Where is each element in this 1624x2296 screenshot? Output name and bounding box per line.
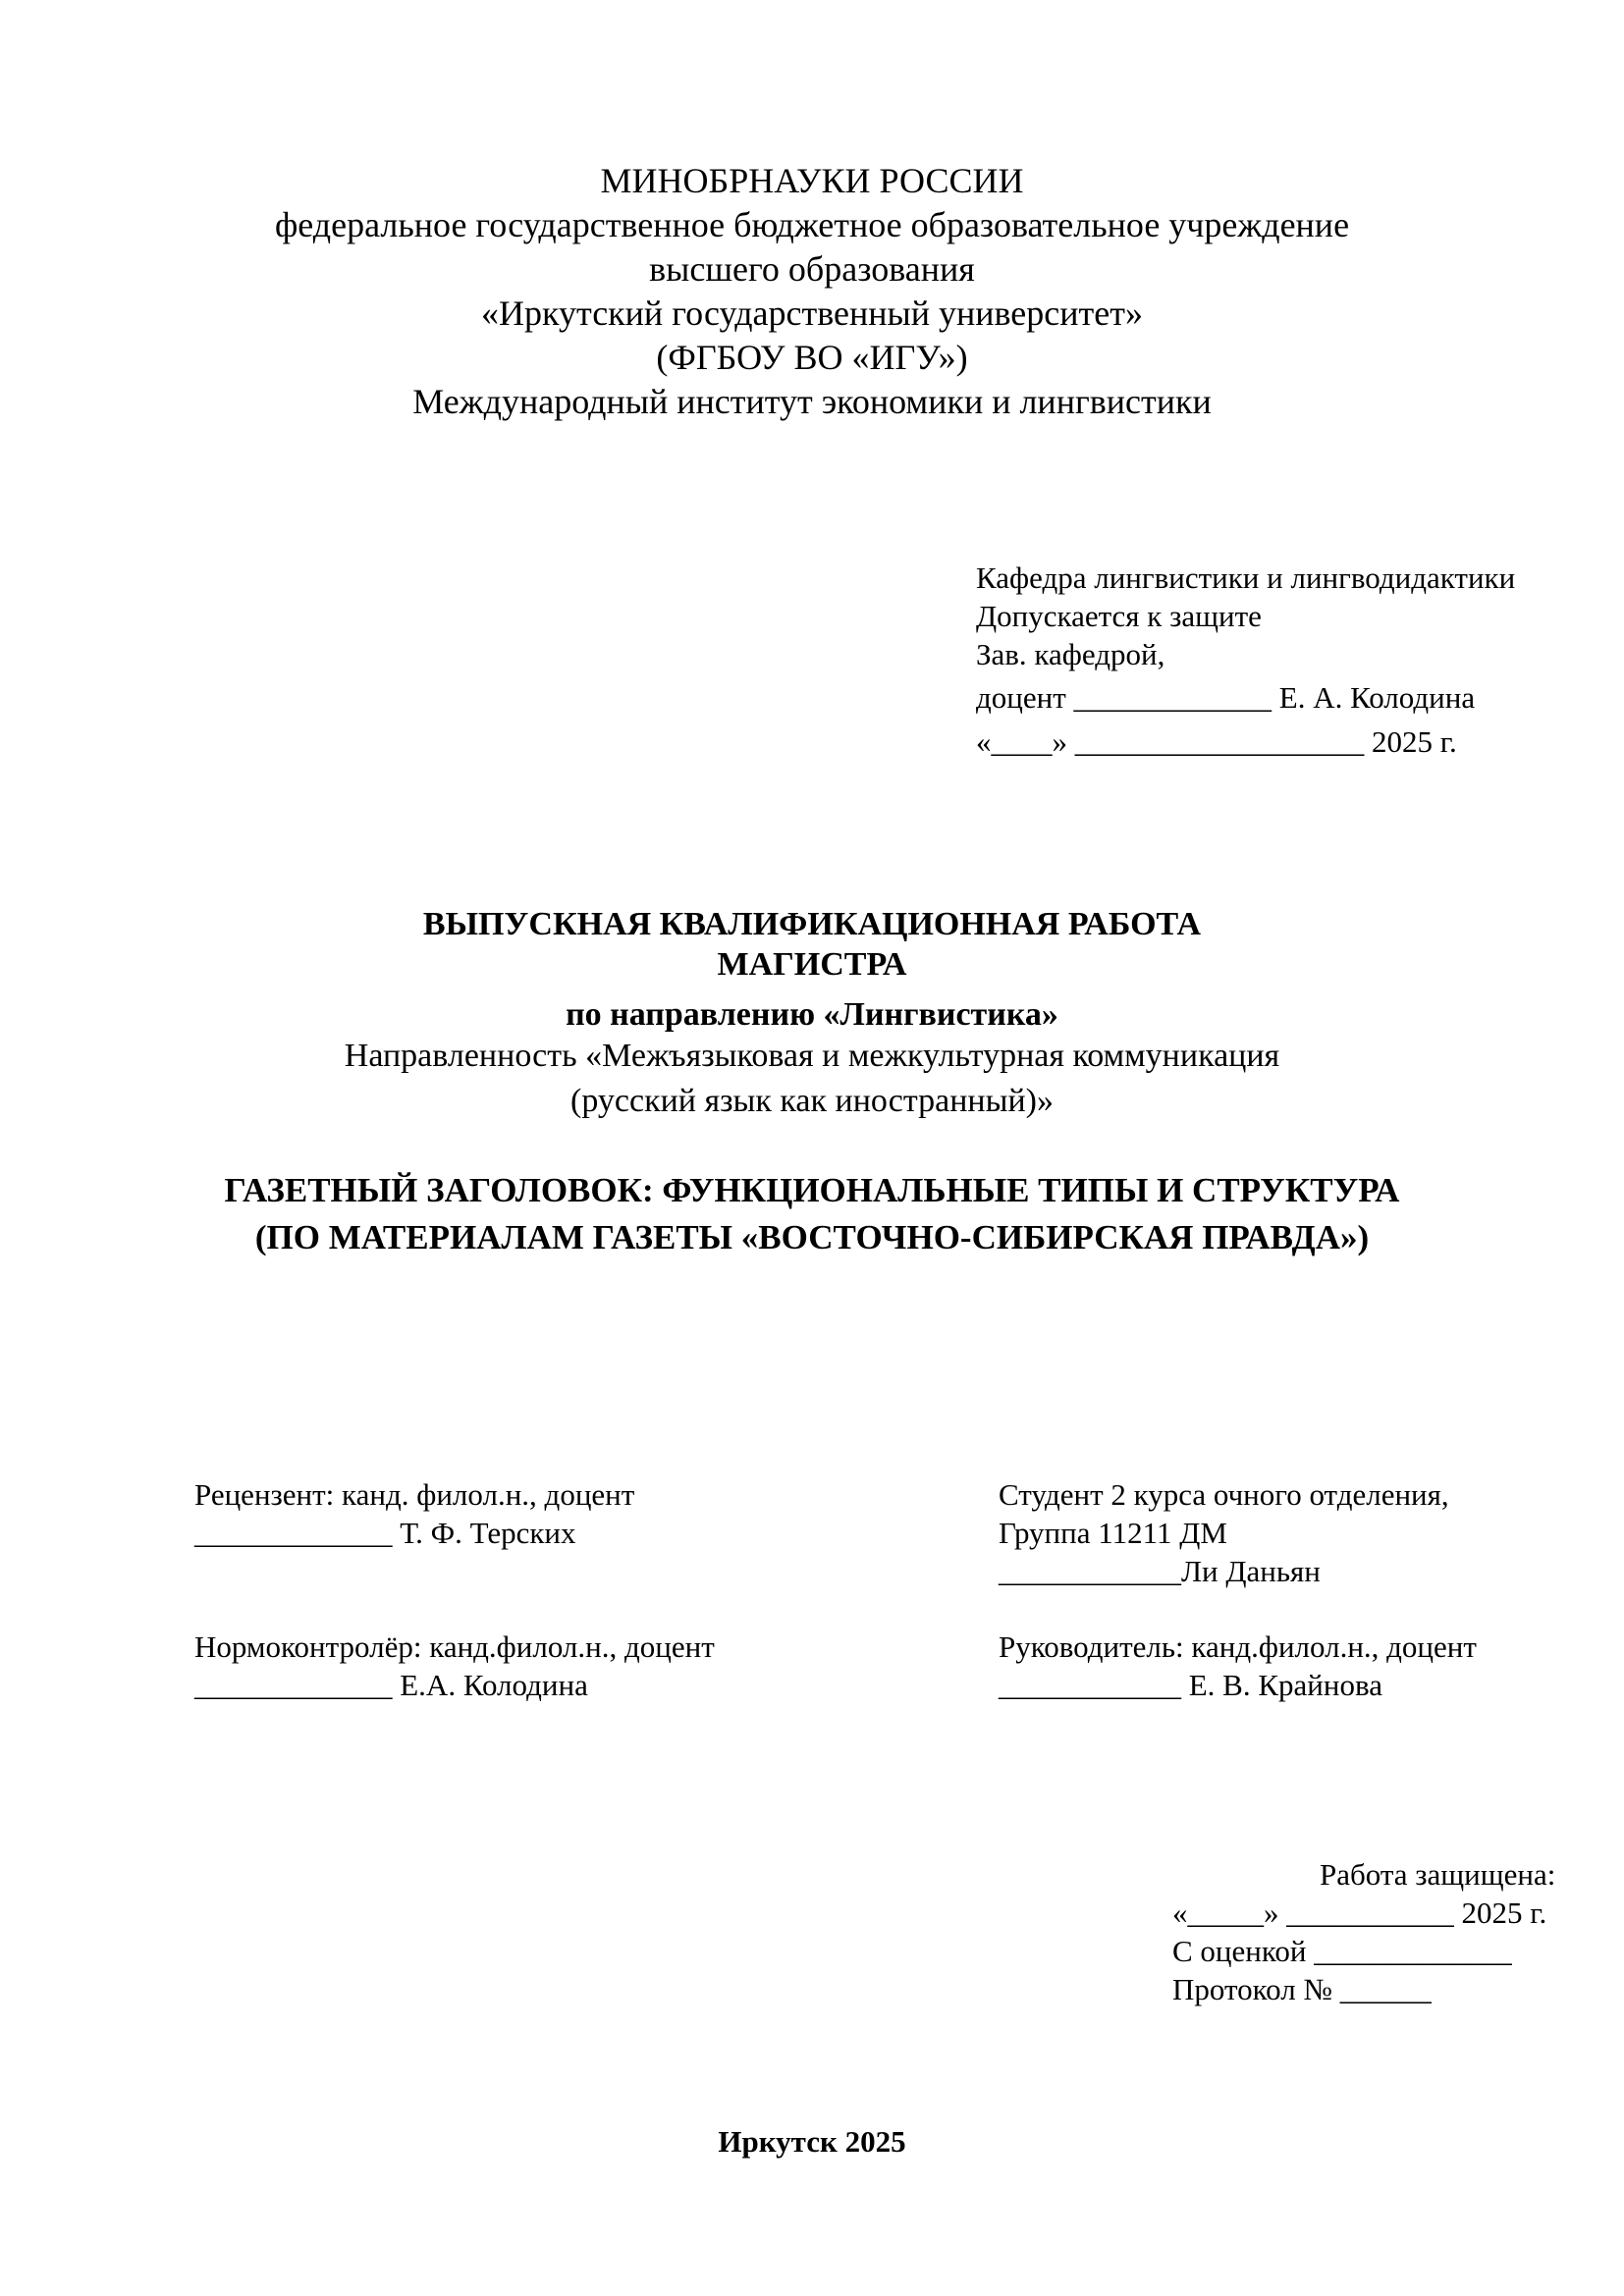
degree: МАГИСТРА: [717, 946, 907, 983]
supervisor-label: Руководитель: канд.филол.н., доцент: [999, 1629, 1477, 1664]
university-abbreviation: (ФГБОУ ВО «ИГУ»): [656, 338, 968, 377]
department-name: Кафедра лингвистики и лингводидактики: [976, 561, 1516, 595]
field-of-study: по направлению «Лингвистика»: [566, 996, 1058, 1033]
head-of-department: Зав. кафедрой,: [976, 637, 1165, 671]
student-course: Студент 2 курса очного отделения,: [999, 1477, 1449, 1512]
admitted-to-defense: Допускается к защите: [976, 599, 1262, 633]
university-name: «Иркутский государственный университет»: [481, 294, 1143, 333]
education-level: высшего образования: [649, 249, 975, 289]
normcontroller-signature: _____________ Е.А. Колодина: [194, 1668, 588, 1702]
thesis-topic-subtitle: (ПО МАТЕРИАЛАМ ГАЗЕТЫ «ВОСТОЧНО-СИБИРСКАЯ ПРАВДА»): [254, 1218, 1370, 1256]
reviewer-label: Рецензент: канд. филол.н., доцент: [194, 1477, 635, 1512]
specialization-continued: (русский язык как иностранный)»: [570, 1083, 1054, 1119]
city-year: Иркутск 2025: [718, 2124, 906, 2159]
reviewer-signature: _____________ Т. Ф. Терских: [194, 1516, 576, 1550]
ministry-name: МИНОБРНАУКИ РОССИИ: [600, 161, 1024, 200]
specialization: Направленность «Межъязыковая и межкультурная коммуникация: [344, 1038, 1280, 1074]
defense-date-line: «_____» ___________ 2025 г.: [1172, 1896, 1547, 1930]
supervisor-signature: ____________ Е. В. Крайнова: [999, 1668, 1382, 1702]
work-type: ВЫПУСКНАЯ КВАЛИФИКАЦИОННАЯ РАБОТА: [422, 906, 1202, 942]
student-group: Группа 11211 ДМ: [999, 1516, 1227, 1550]
head-signature-line: доцент _____________ Е. А. Колодина: [976, 680, 1476, 715]
defense-status: Работа защищена:: [1320, 1857, 1556, 1892]
grade-line: С оценкой _____________: [1172, 1934, 1512, 1968]
approval-date-line: «____» ___________________ 2025 г.: [976, 724, 1457, 759]
thesis-topic: ГАЗЕТНЫЙ ЗАГОЛОВОК: ФУНКЦИОНАЛЬНЫЕ ТИПЫ И СТРУКТУРА: [224, 1171, 1400, 1209]
normcontroller-label: Нормоконтролёр: канд.филол.н., доцент: [194, 1629, 715, 1664]
institution-type: федеральное государственное бюджетное образовательное учреждение: [274, 205, 1350, 244]
student-signature: ____________Ли Даньян: [999, 1554, 1321, 1588]
protocol-line: Протокол № ______: [1172, 1972, 1432, 2006]
institute-name: Международный институт экономики и лингвистики: [412, 382, 1212, 421]
